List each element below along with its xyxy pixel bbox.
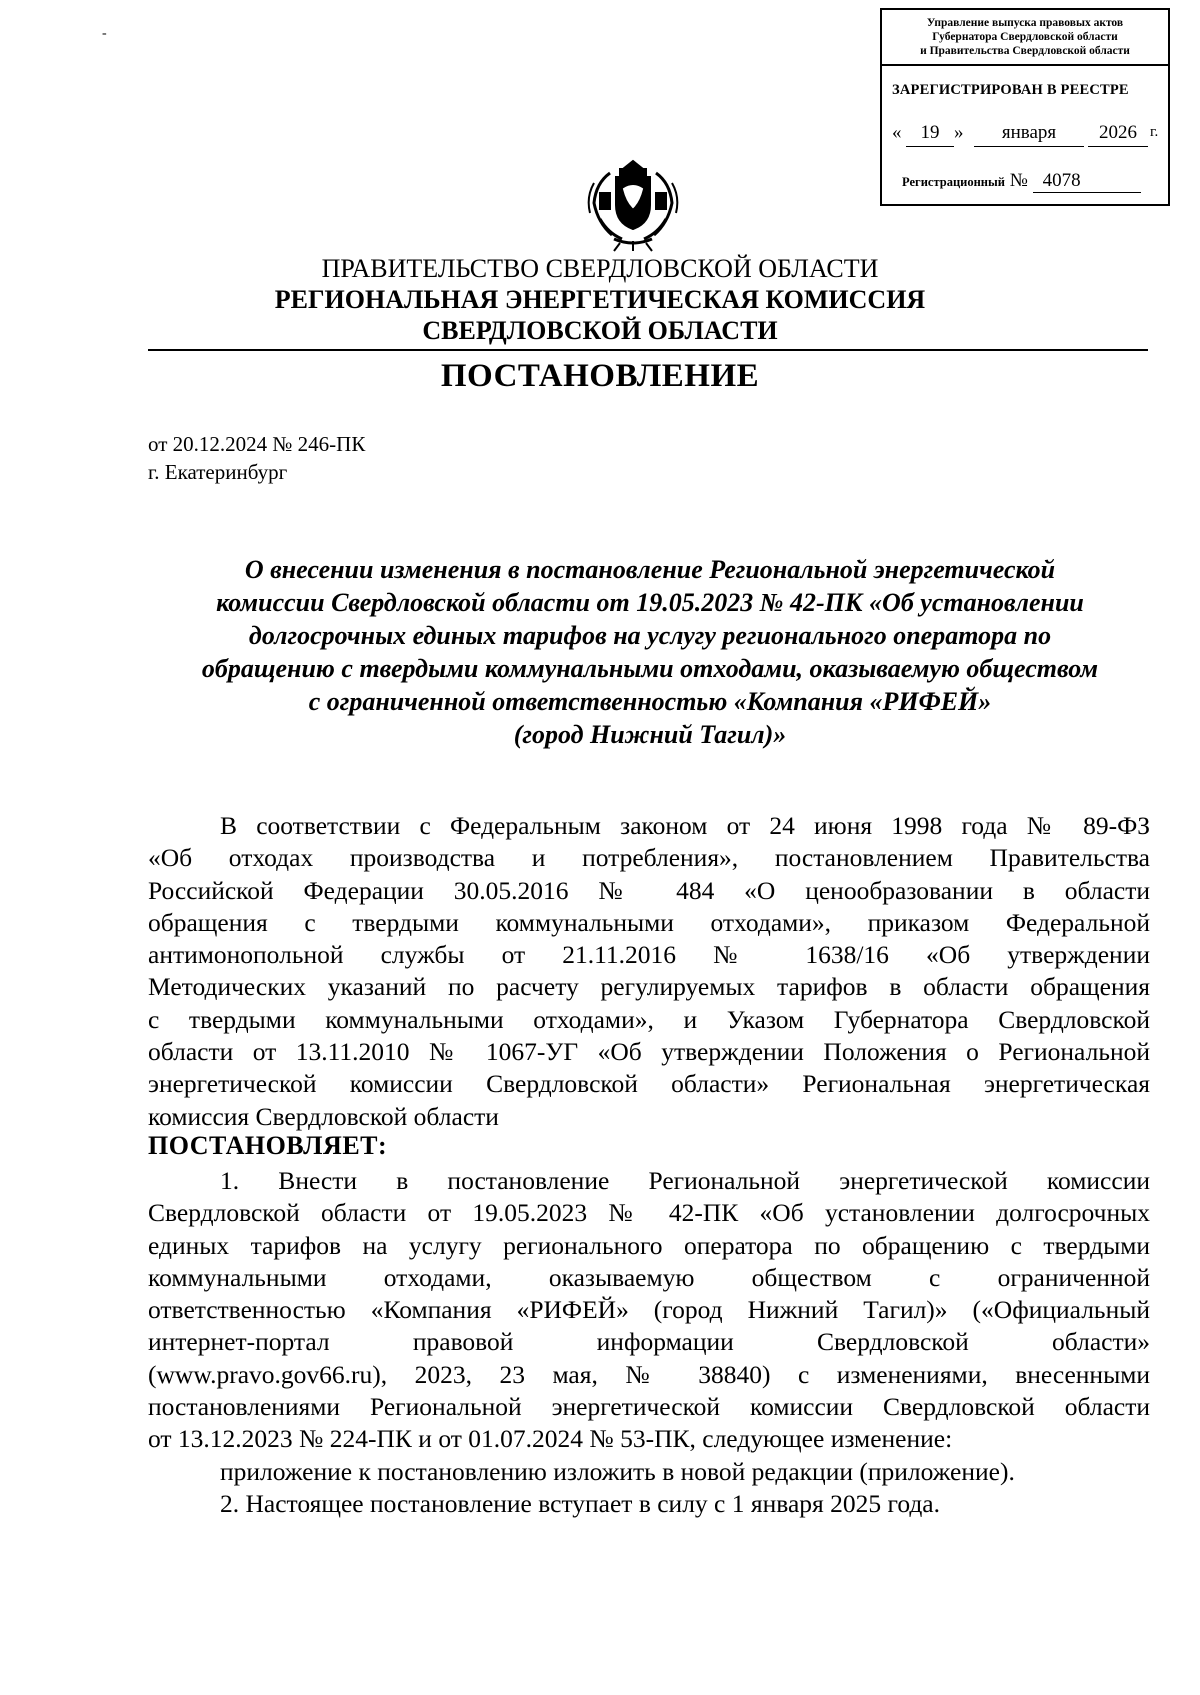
stamp-reg-number-row bbox=[902, 170, 1141, 193]
preamble-line: области от 13.11.2010 № 1067-УГ «Об утверждении Положения о Региональной bbox=[148, 1037, 1150, 1067]
header-divider bbox=[148, 349, 1148, 351]
government-name: ПРАВИТЕЛЬСТВО СВЕРДЛОВСКОЙ ОБЛАСТИ bbox=[321, 254, 879, 283]
item1-line: Свердловской области от 19.05.2023 № 42-ПК «Об установлении долгосрочных bbox=[148, 1198, 1150, 1228]
subject-line: О внесении изменения в постановление Региональной энергетической bbox=[244, 555, 1056, 584]
subject-line: комиссии Свердловской области от 19.05.2023 № 42-ПК «Об установлении bbox=[216, 588, 1084, 617]
commission-name: РЕГИОНАЛЬНАЯ ЭНЕРГЕТИЧЕСКАЯ КОМИССИЯ bbox=[274, 285, 926, 314]
preamble-line: комиссия Свердловской области bbox=[148, 1101, 499, 1131]
stamp-year: 2026 bbox=[1088, 122, 1148, 147]
item1-line: интернет-портал правовой информации Свердловской области» bbox=[148, 1327, 1150, 1357]
commission-region: СВЕРДЛОВСКОЙ ОБЛАСТИ bbox=[422, 316, 778, 345]
stamp-header-line: Губернатора Свердловской области bbox=[932, 31, 1118, 43]
stamp-quote-close: » bbox=[954, 122, 964, 143]
subject-line: (город Нижний Тагил)» bbox=[513, 720, 787, 749]
item1-line: 1. Внести в постановление Региональной энергетической комиссии bbox=[220, 1166, 1150, 1195]
preamble-line: обращения с твердыми коммунальными отходами», приказом Федеральной bbox=[148, 907, 1150, 937]
stamp-registered-label: ЗАРЕГИСТРИРОВАН В РЕЕСТРЕ bbox=[892, 82, 1129, 98]
document-subject bbox=[150, 553, 1150, 751]
corner-mark: - bbox=[102, 26, 107, 41]
item1-line: ответственностью «Компания «РИФЕЙ» (город Нижний Тагил)» («Официальный bbox=[148, 1295, 1150, 1325]
preamble-paragraph bbox=[148, 810, 1150, 1133]
stamp-month: января bbox=[974, 122, 1084, 147]
registry-stamp bbox=[880, 8, 1170, 206]
item1-line: коммунальными отходами, оказываемую обществом с ограниченной bbox=[148, 1262, 1150, 1292]
stamp-year-suffix: г. bbox=[1150, 124, 1159, 140]
coat-of-arms-icon bbox=[580, 153, 686, 253]
preamble-line: антимонопольной службы от 21.11.2016 № 1638/16 «Об утверждении bbox=[148, 940, 1150, 970]
item1-sub: приложение к постановлению изложить в новой редакции (приложение). bbox=[220, 1456, 1015, 1486]
item1-line: постановлениями Региональной энергетической комиссии Свердловской области bbox=[148, 1392, 1150, 1422]
stamp-num-sign: № bbox=[1009, 170, 1028, 191]
stamp-reg-label: Регистрационный bbox=[902, 175, 1005, 189]
stamp-reg-number: 4078 bbox=[1033, 170, 1141, 193]
stamp-day: 19 bbox=[906, 122, 954, 147]
stamp-header-line: и Правительства Свердловской области bbox=[920, 45, 1130, 57]
operative-paragraphs bbox=[148, 1165, 1150, 1520]
item1-line: (www.pravo.gov66.ru), 2023, 23 мая, № 38840) с изменениями, внесенными bbox=[148, 1359, 1150, 1389]
item1-line: от 13.12.2023 № 224-ПК и от 01.07.2024 № 53-ПК, следующее изменение: bbox=[148, 1424, 953, 1454]
document-date-number: от 20.12.2024 № 246-ПК bbox=[148, 432, 366, 456]
preamble-line: В соответствии с Федеральным законом от 24 июня 1998 года № 89-ФЗ bbox=[220, 811, 1150, 840]
item1-line: единых тарифов на услугу регионального оператора по обращению с твердыми bbox=[148, 1230, 1150, 1260]
preamble-line: энергетической комиссии Свердловской области» Региональная энергетическая bbox=[148, 1069, 1150, 1099]
resolves-heading: ПОСТАНОВЛЯЕТ: bbox=[148, 1131, 388, 1160]
stamp-header bbox=[882, 10, 1168, 66]
subject-line: долгосрочных единых тарифов на услугу регионального оператора по bbox=[248, 621, 1052, 650]
preamble-line: Методических указаний по расчету регулируемых тарифов в области обращения bbox=[148, 972, 1150, 1002]
item2: 2. Настоящее постановление вступает в силу с 1 января 2025 года. bbox=[220, 1488, 941, 1518]
stamp-quote-open: « bbox=[892, 122, 902, 143]
subject-line: с ограниченной ответственностью «Компания «РИФЕЙ» bbox=[308, 687, 992, 716]
document-city: г. Екатеринбург bbox=[148, 460, 288, 484]
stamp-header-line: Управление выпуска правовых актов bbox=[926, 17, 1124, 29]
preamble-line: Российской Федерации 30.05.2016 № 484 «О ценообразовании в области bbox=[148, 875, 1150, 905]
subject-line: обращению с твердыми коммунальными отходами, оказываемую обществом bbox=[201, 654, 1099, 683]
preamble-line: с твердыми коммунальными отходами», и Указом Губернатора Свердловской bbox=[148, 1004, 1150, 1034]
document-title: ПОСТАНОВЛЕНИЕ bbox=[440, 358, 760, 394]
preamble-line: «Об отходах производства и потребления», постановлением Правительства bbox=[148, 843, 1150, 873]
